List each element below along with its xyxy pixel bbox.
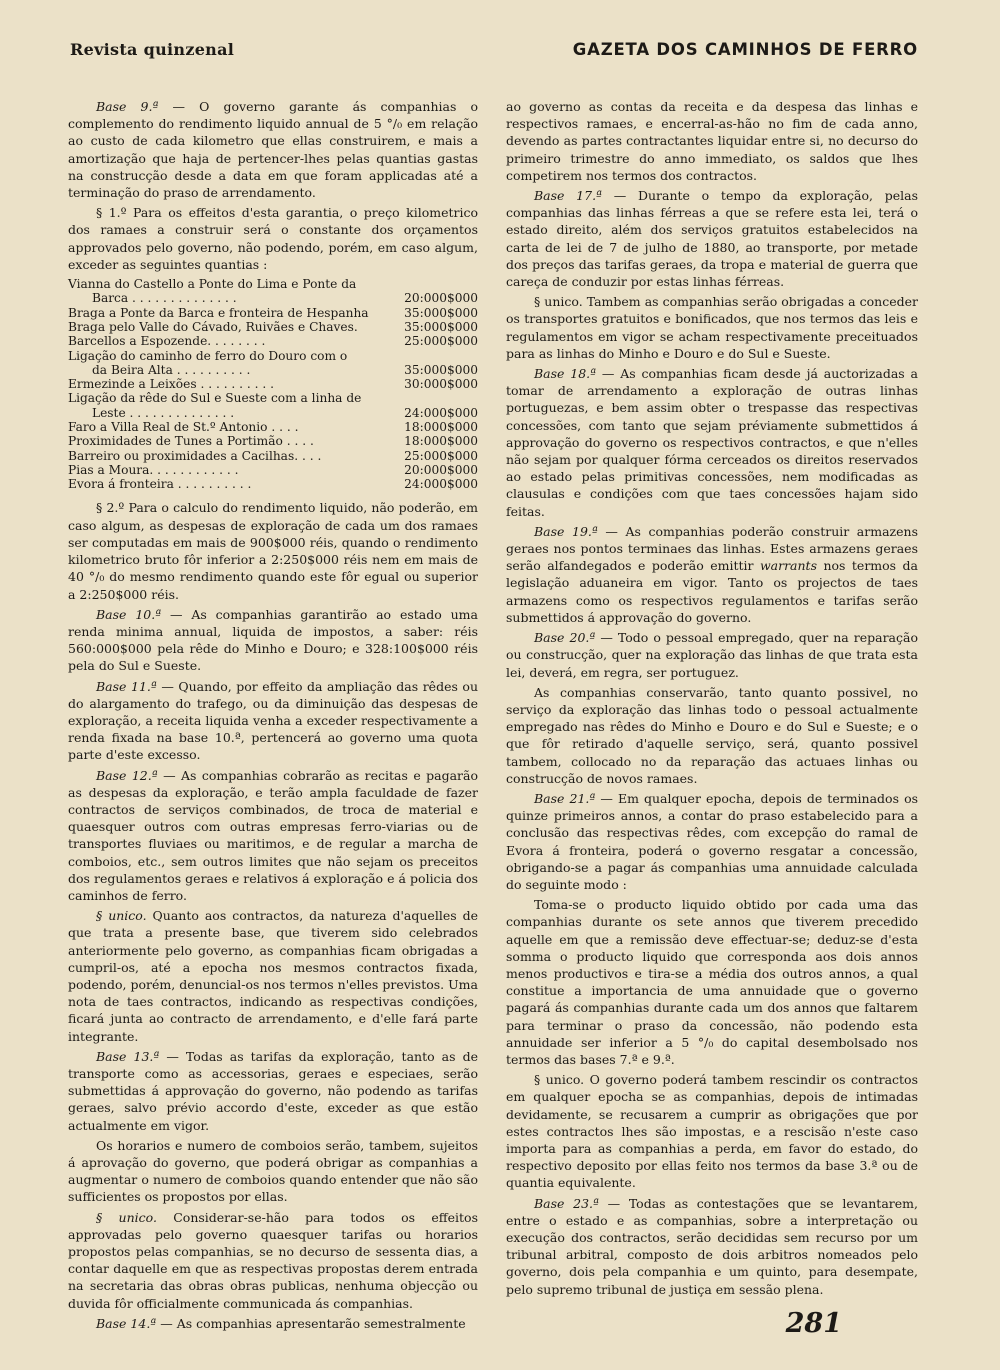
- paragraph-pessoal: As companhias conservarão, tanto quanto possivel, no serviço da exploração das linhas todo o pessoal actualmente empregado nas rêdes do Minho e Douro e do Sul e Sueste; e o que fôr retirado d'aquelle serviço, será, quanto possivel tambem, collocado no da reparação das actuaes linhas ou construcção de novos ramaes.: [506, 684, 918, 786]
- cost-table-line-name: Leste . . . . . . . . . . . . . .: [92, 405, 235, 420]
- base-label: § unico.: [96, 1209, 157, 1225]
- base-label: Base 19.ª: [534, 523, 598, 539]
- cost-table-row: [68, 477, 478, 491]
- cost-table-line-name: Barreiro ou proximidades a Cacilhas. . . .: [68, 448, 322, 463]
- paragraph-horarios: Os horarios e numero de comboios serão, tambem, sujeitos á aprovação do governo, que poderá obrigar as companhias a augmentar o numero de comboios quando entender que não são sufficientes os propostos por ellas.: [68, 1137, 478, 1205]
- paragraph-base-12: [68, 767, 478, 905]
- cost-table-row: [68, 406, 478, 420]
- running-header: [70, 40, 918, 64]
- cost-table-line-value: 35:000$000: [404, 362, 478, 377]
- paragraph-unico-17: § unico. Tambem as companhias serão obrigadas a conceder os transportes gratuitos e bonificados, que nos termos das leis e regulamentos em vigor se acham respectivamente preceituados para as linhas do Minho e Douro e do Sul e Sueste.: [506, 294, 918, 361]
- cost-table-row: [68, 277, 478, 291]
- paragraph-base-23: [506, 1195, 918, 1298]
- cost-table-line-name: Braga a Ponte da Barca e fronteira de Hespanha: [68, 305, 369, 320]
- cost-table-line-value: 20:000$000: [404, 462, 478, 477]
- paragraph-text: — Todo o pessoal empregado, quer na reparação ou construcção, quer na exploração das linhas de que trata esta lei, deverá, em regra, ser portuguez.: [506, 630, 918, 680]
- header-publication-title: GAZETA DOS CAMINHOS DE FERRO: [572, 40, 918, 59]
- cost-table-line-name: Proximidades de Tunes a Portimão . . . .: [68, 434, 314, 449]
- paragraph-text: — O governo garante ás companhias o complemento do rendimento liquido annual de 5 °/₀ em relação ao custo de cada kilometro que ellas construirem, e mais a amortização que haja de pertencer-lhes pelas quantias gastas na construcção desde a data em que foram applicadas até a terminação do praso de arrendamento.: [68, 99, 478, 201]
- paragraph-text: — Todas as tarifas da exploração, tanto as de transporte como as accessorias, geraes e especiaes, serão submettidas á approvação do governo, não podendo as tarifas geraes, salvo prévio accordo d'este, exceder as que estão actualmente em vigor.: [68, 1048, 478, 1133]
- paragraph-calculo: Toma-se o producto liquido obtido por cada uma das companhias durante os sete annos que tiverem precedido aquelle em que a remissão deve effectuar-se; deduz-se d'esta somma o producto liquido que corresponda aos dois annos menos productivos e tira-se a média dos outros annos, a qual constitue a importancia de uma annuidade que o governo pagará ás companhias durante cada um dos annos que faltarem para terminar o praso da concessão, não podendo esta annuidade ser inferior a 5 °/₀ do capital desembolsado nos termos das bases 7.ª e 9.ª.: [506, 897, 918, 1067]
- paragraph-base-21: [506, 790, 918, 893]
- cost-table-line-name: Barcellos a Espozende. . . . . . . .: [68, 334, 266, 349]
- base-label: Base 21.ª: [534, 790, 596, 806]
- cost-table-line-name: Ermezinde a Leixões . . . . . . . . . .: [68, 377, 275, 392]
- paragraph-text: — As companhias poderão construir armazens geraes nos pontos terminaes das linhas. Estes armazens geraes serão alfandegados e poderão emittir: [506, 523, 918, 574]
- cost-table-row: [68, 363, 478, 377]
- cost-table-row: [68, 306, 478, 320]
- paragraph-unico-21: § unico. O governo poderá tambem rescindir os contractos em qualquer epocha se as companhias, depois de intimadas devidamente, se recusarem a cumprir as obrigações que por estes contractos lhes são impostas, e a rescisão n'este caso importa para as companhias a perda, em favor do estado, do respectivo deposito por ellas feito nos termos da base 3.ª ou de quantia equivalente.: [506, 1072, 918, 1191]
- cost-table-line-value: 20:000$000: [404, 291, 478, 306]
- cost-table-row: [68, 434, 478, 448]
- cost-table-line-value: 30:000$000: [404, 377, 478, 392]
- base-label: Base 13.ª: [96, 1048, 160, 1064]
- cost-table-row: [68, 377, 478, 391]
- left-column: [68, 98, 478, 1335]
- cost-table-line-value: 18:000$000: [404, 420, 478, 434]
- page-number: 281: [785, 1308, 842, 1339]
- cost-table-line-value: 35:000$000: [404, 305, 478, 320]
- cost-table-row: [68, 349, 478, 363]
- cost-table-line-name: Ligação do caminho de ferro do Douro com o: [68, 348, 348, 363]
- cost-table-row: [68, 334, 478, 348]
- cost-table-line-value: 24:000$000: [404, 405, 478, 420]
- base-label: Base 12.ª: [96, 767, 158, 783]
- paragraph-base-18: [506, 365, 918, 520]
- base-label: Base 10.ª: [96, 606, 162, 622]
- cost-table-line-value: 25:000$000: [404, 334, 478, 349]
- header-section-title: Revista quinzenal: [70, 40, 235, 59]
- paragraph-text: — Durante o tempo da exploração, pelas companhias das linhas férreas a que se refere esta lei, terá o estado direito, além dos serviços gratuitos estabelecidos na carta de lei de 7 de julho de 1880, ao transporte, por metade dos preços das tarifas geraes, da tropa e material de guerra que careça de conduzir por estas linhas férreas.: [506, 188, 918, 290]
- paragraph-text: — Todas as contestações que se levantarem, entre o estado e as companhias, sobre a interpretação ou execução dos contractos, serão decididas sem recurso por um tribunal arbitral, composto de dois arbitros nomeados pelo governo, dois pela companhia e um quinto, para desempate, pelo supremo tribunal de justiça em sessão plena.: [506, 1195, 918, 1297]
- paragraph-guarantee-2: § 2.º Para o calculo do rendimento liquido, não poderão, em caso algum, as despesas de exploração de cada um dos ramaes ser computadas em mais de 900$000 réis, quando o rendimento kilometrico bruto fôr inferior a 2:250$000 réis nem em mais de 40 °/₀ do mesmo rendimento quando este fôr egual ou superior a 2:250$000 réis.: [68, 500, 478, 602]
- base-label: Base 23.ª: [534, 1195, 599, 1211]
- cost-table-line-value: 24:000$000: [404, 477, 478, 492]
- cost-table-line-name: Ligação da rêde do Sul e Sueste com a linha de: [68, 391, 362, 406]
- cost-table-line-name: Evora á fronteira . . . . . . . . . .: [68, 477, 252, 492]
- paragraph-unico-13: [68, 1209, 478, 1312]
- cost-table-line-name: Vianna do Castello a Ponte do Lima e Ponte da: [68, 277, 357, 292]
- paragraph-text: — As companhias cobrarão as recitas e pagarão as despesas da exploração, e terão ampla faculdade de fazer contractos de serviços combinados, de troca de material e quaesquer outros com outras empresas ferro-viarias ou de transportes fluviaes ou maritimos, e de regular a marcha de comboios, etc., sem outros limites que não sejam os preceitos dos regulamentos geraes e relativos á exploração e á policia dos caminhos de ferro.: [68, 767, 478, 903]
- paragraph-guarantee-1: § 1.º Para os effeitos d'esta garantia, o preço kilometrico dos ramaes a construir será o constante dos orçamentos approvados pelo governo, não podendo, porém, em caso algum, exceder as seguintes quantias :: [68, 205, 478, 272]
- cost-table-row: [68, 463, 478, 477]
- warrants-term: warrants: [759, 558, 817, 574]
- paragraph-base-13: [68, 1048, 478, 1134]
- cost-table-line-value: 25:000$000: [404, 448, 478, 463]
- cost-table-line-name: Faro a Villa Real de St.º Antonio . . . .: [68, 420, 299, 434]
- paragraph-text: — As companhias garantirão ao estado uma renda minima annual, liquida de impostos, a saber: réis 560:000$000 pela rêde do Minho e Douro; e 328:100$000 réis pela do Sul e Sueste.: [68, 606, 478, 674]
- cost-table-line-name: Pias a Moura. . . . . . . . . . . .: [68, 462, 239, 477]
- right-column: [506, 98, 918, 1301]
- paragraph-base-9: [68, 98, 478, 201]
- base-label: Base 14.ª: [96, 1315, 157, 1331]
- paragraph-base-14: [68, 1315, 478, 1332]
- paragraph-text: Considerar-se-hão para todos os effeitos approvadas pelo governo quaesquer tarifas ou horarios propostos pelas companhias, se no decurso de sessenta dias, a contar daquelle em que as respectivas propostas derem entrada na secretaria das obras obras publicas, nenhuma objecção ou duvida fôr officialmente communicada ás companhias.: [68, 1209, 478, 1311]
- paragraph-base-11: [68, 678, 478, 764]
- cost-table-line-name: Braga pelo Valle do Cávado, Ruivães e Chaves.: [68, 319, 358, 334]
- paragraph-base-17: [506, 187, 918, 290]
- base-label: § unico.: [96, 908, 147, 924]
- cost-table-row: [68, 391, 478, 405]
- base-label: Base 9.ª: [96, 99, 159, 114]
- paragraph-text: Quanto aos contractos, da natureza d'aquelles de que trata a presente base, que tiverem sido celebrados anteriormente pelo governo, as companhias ficam obrigadas a cumpril-os, até a epocha nos mesmos contractos fixada, podendo, porém, denuncial-os nos termos n'elles previstos. Uma nota de taes contractos, indicando as respectivas condições, ficará junta ao contracto de arrendamento, e d'elle fará parte integrante.: [68, 908, 478, 1044]
- paragraph-text: — Em qualquer epocha, depois de terminados os quinze primeiros annos, a contar do praso estabelecido para a conclusão das respectivas rêdes, com excepção do ramal de Evora á fronteira, poderá o governo resgatar a concessão, obrigando-se a pagar ás companhias uma annuidade calculada do seguinte modo :: [506, 790, 919, 892]
- base-label: Base 11.ª: [96, 678, 157, 694]
- paragraph-text: nos termos da legislação aduaneira em vigor. Tanto os projectos de taes armazens como os respectivos regulamentos e tarifas serão submettidos á approvação do governo.: [506, 558, 918, 625]
- paragraph-text: — As companhias ficam desde já auctorizadas a tomar de arrendamento a exploração de outras linhas portuguezas, e bem assim obter o trespasse das respectivas concessões, com tanto que sejam préviamente submettidos á approvação do governo os respectivos contractos, e que n'elles não sejam por qualquer fórma cerceados os direitos reservados ao estado pelas primitivas concessões, nem modificadas as clausulas e condições com que taes concessões hajam sido feitas.: [506, 366, 918, 519]
- cost-table: [68, 277, 478, 491]
- cost-table-row: [68, 420, 478, 434]
- base-label: Base 18.ª: [534, 366, 597, 382]
- cost-table-row: [68, 291, 478, 305]
- paragraph-unico-12: [68, 907, 478, 1045]
- cost-table-line-value: 18:000$000: [404, 434, 478, 449]
- cost-table-line-name: Barca . . . . . . . . . . . . . .: [92, 291, 237, 306]
- paragraph-continuation: ao governo as contas da receita e da despesa das linhas e respectivos ramaes, e encerral-as-hão no fim de cada anno, devendo as partes contractantes liquidar entre si, no decurso do primeiro trimestre do anno immediato, os saldos que lhes competirem nos termos dos contractos.: [506, 99, 918, 183]
- paragraph-text: — As companhias apresentarão semestralmente: [156, 1315, 466, 1331]
- paragraph-base-19: [506, 523, 918, 626]
- cost-table-line-name: da Beira Alta . . . . . . . . . .: [92, 362, 251, 377]
- paragraph-base-10: [68, 606, 478, 675]
- base-label: Base 20.ª: [534, 630, 596, 646]
- paragraph-text: — Quando, por effeito da ampliação das rêdes ou do alargamento do trafego, ou da diminuição das despesas de exploração, a receita liquida venha a exceder respectivamente a renda fixada na base 10.ª, pertencerá ao governo uma quota parte d'este excesso.: [68, 678, 478, 763]
- cost-table-row: [68, 320, 478, 334]
- cost-table-row: [68, 449, 478, 463]
- paragraph-base-20: [506, 629, 918, 681]
- cost-table-line-value: 35:000$000: [404, 319, 478, 334]
- base-label: Base 17.ª: [534, 188, 602, 204]
